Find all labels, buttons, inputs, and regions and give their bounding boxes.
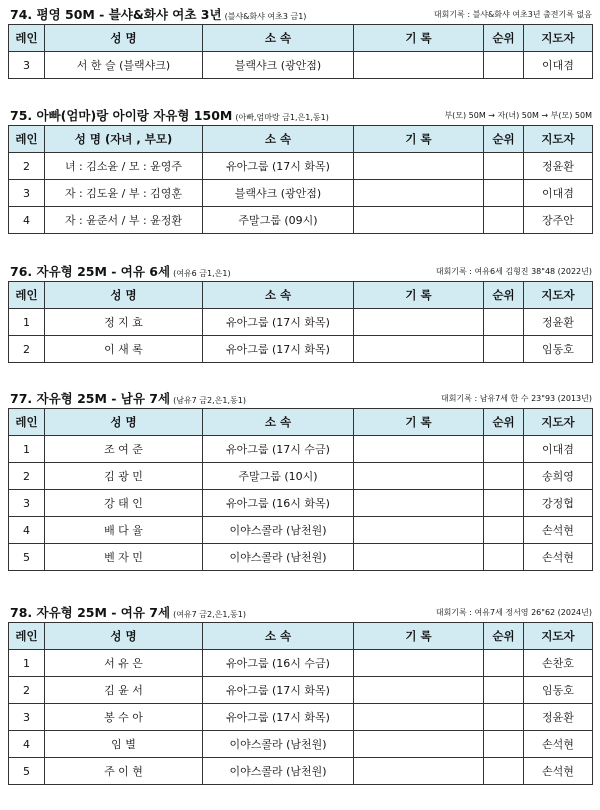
swimmer-name-cell: 이 새 록 — [45, 336, 203, 363]
heat-table — [8, 281, 593, 363]
lane-cell: 4 — [9, 517, 45, 544]
table-row — [9, 336, 593, 363]
lane-cell: 2 — [9, 153, 45, 180]
table-header-row — [9, 282, 593, 309]
event-75 — [8, 103, 592, 234]
coach-cell: 손석현 — [524, 517, 593, 544]
event-medal-summary: (아빠,엄마랑 금1,은1,동1) — [235, 113, 329, 122]
header-team: 소 속 — [203, 409, 354, 436]
heat-table — [8, 408, 593, 571]
coach-cell: 강정협 — [524, 490, 593, 517]
event-title-text: 78. 자유형 25M - 여유 7세 — [10, 605, 171, 620]
swimmer-name-cell: 주 이 현 — [45, 758, 203, 785]
record-cell — [354, 153, 484, 180]
table-row — [9, 544, 593, 571]
table-row — [9, 490, 593, 517]
team-cell: 블랙샤크 (광안점) — [203, 180, 354, 207]
coach-cell: 임동호 — [524, 336, 593, 363]
event-title — [10, 5, 306, 23]
swimmer-name-cell: 조 여 준 — [45, 436, 203, 463]
coach-cell: 손석현 — [524, 758, 593, 785]
heat-table — [8, 622, 593, 785]
event-74 — [8, 2, 592, 79]
header-record: 기 록 — [354, 126, 484, 153]
table-header-row — [9, 25, 593, 52]
swimmer-name-cell: 김 윤 서 — [45, 677, 203, 704]
team-cell: 이야스콜라 (남천원) — [203, 758, 354, 785]
event-76 — [8, 259, 592, 363]
header-record: 기 록 — [354, 623, 484, 650]
rank-cell — [484, 677, 524, 704]
swimmer-name-cell: 벤 자 민 — [45, 544, 203, 571]
coach-cell: 정윤환 — [524, 153, 593, 180]
lane-cell: 2 — [9, 336, 45, 363]
event-header — [8, 600, 592, 622]
swimmer-name-cell: 자 : 윤준서 / 부 : 윤정환 — [45, 207, 203, 234]
header-coach: 지도자 — [524, 25, 593, 52]
team-cell: 유아그룹 (17시 화목) — [203, 309, 354, 336]
record-cell — [354, 52, 484, 79]
record-cell — [354, 650, 484, 677]
team-cell: 유아그룹 (17시 화목) — [203, 677, 354, 704]
header-lane: 레인 — [9, 409, 45, 436]
meet-record: 대회기록 : 블샤&화샤 여초3년 출전기록 없음 — [433, 10, 592, 19]
event-medal-summary: (여유6 금1,은1) — [173, 269, 231, 278]
swimmer-name-cell: 서 한 슬 (블랙샤크) — [45, 52, 203, 79]
table-row — [9, 704, 593, 731]
team-cell: 블랙샤크 (광안점) — [203, 52, 354, 79]
team-cell: 유아그룹 (17시 수금) — [203, 436, 354, 463]
team-cell: 유아그룹 (17시 화목) — [203, 704, 354, 731]
header-name: 성 명 — [45, 25, 203, 52]
rank-cell — [484, 52, 524, 79]
meet-record: 부(모) 50M → 자(녀) 50M → 부(모) 50M — [444, 111, 592, 120]
record-cell — [354, 180, 484, 207]
heat-table — [8, 125, 593, 234]
header-rank: 순위 — [484, 126, 524, 153]
event-header — [8, 259, 592, 281]
lane-cell: 2 — [9, 463, 45, 490]
event-77 — [8, 386, 592, 571]
coach-cell: 정윤환 — [524, 309, 593, 336]
coach-cell: 이대겸 — [524, 52, 593, 79]
rank-cell — [484, 153, 524, 180]
header-name: 성 명 (자녀 , 부모) — [45, 126, 203, 153]
header-name: 성 명 — [45, 409, 203, 436]
header-coach: 지도자 — [524, 409, 593, 436]
table-row — [9, 52, 593, 79]
coach-cell: 손석현 — [524, 731, 593, 758]
swimmer-name-cell: 김 광 민 — [45, 463, 203, 490]
team-cell: 이야스콜라 (남천원) — [203, 731, 354, 758]
lane-cell: 5 — [9, 544, 45, 571]
rank-cell — [484, 207, 524, 234]
heat-table — [8, 24, 593, 79]
lane-cell: 3 — [9, 52, 45, 79]
event-header — [8, 103, 592, 125]
swimmer-name-cell: 강 태 인 — [45, 490, 203, 517]
header-record: 기 록 — [354, 25, 484, 52]
header-record: 기 록 — [354, 282, 484, 309]
header-coach: 지도자 — [524, 623, 593, 650]
swimmer-name-cell: 녀 : 김소윤 / 모 : 윤영주 — [45, 153, 203, 180]
header-team: 소 속 — [203, 623, 354, 650]
header-team: 소 속 — [203, 282, 354, 309]
rank-cell — [484, 180, 524, 207]
record-cell — [354, 436, 484, 463]
table-row — [9, 517, 593, 544]
coach-cell: 장주안 — [524, 207, 593, 234]
record-cell — [354, 207, 484, 234]
event-title — [10, 262, 231, 280]
record-cell — [354, 731, 484, 758]
table-row — [9, 207, 593, 234]
table-row — [9, 677, 593, 704]
rank-cell — [484, 758, 524, 785]
team-cell: 이야스콜라 (남천원) — [203, 544, 354, 571]
swimmer-name-cell: 자 : 김도윤 / 부 : 김영훈 — [45, 180, 203, 207]
record-cell — [354, 490, 484, 517]
table-row — [9, 153, 593, 180]
record-cell — [354, 336, 484, 363]
header-name: 성 명 — [45, 282, 203, 309]
team-cell: 주말그룹 (09시) — [203, 207, 354, 234]
table-header-row — [9, 126, 593, 153]
coach-cell: 정윤환 — [524, 704, 593, 731]
meet-record: 대회기록 : 여유6세 김형진 38"48 (2022년) — [435, 267, 592, 276]
header-lane: 레인 — [9, 623, 45, 650]
lane-cell: 1 — [9, 436, 45, 463]
rank-cell — [484, 336, 524, 363]
swimmer-name-cell: 배 다 율 — [45, 517, 203, 544]
record-cell — [354, 704, 484, 731]
table-row — [9, 309, 593, 336]
header-team: 소 속 — [203, 25, 354, 52]
event-title-text: 77. 자유형 25M - 남유 7세 — [10, 391, 171, 406]
team-cell: 유아그룹 (17시 화목) — [203, 153, 354, 180]
header-lane: 레인 — [9, 25, 45, 52]
coach-cell: 이대겸 — [524, 436, 593, 463]
table-header-row — [9, 623, 593, 650]
record-cell — [354, 517, 484, 544]
event-header — [8, 2, 592, 24]
header-record: 기 록 — [354, 409, 484, 436]
lane-cell: 5 — [9, 758, 45, 785]
event-medal-summary: (블샤&화샤 여초3 금1) — [224, 12, 307, 21]
header-lane: 레인 — [9, 126, 45, 153]
swimmer-name-cell: 정 지 효 — [45, 309, 203, 336]
record-cell — [354, 677, 484, 704]
lane-cell: 1 — [9, 309, 45, 336]
swimmer-name-cell: 임 별 — [45, 731, 203, 758]
lane-cell: 3 — [9, 180, 45, 207]
event-title — [10, 106, 329, 124]
rank-cell — [484, 463, 524, 490]
record-cell — [354, 463, 484, 490]
lane-cell: 4 — [9, 207, 45, 234]
lane-cell: 3 — [9, 704, 45, 731]
header-lane: 레인 — [9, 282, 45, 309]
rank-cell — [484, 436, 524, 463]
team-cell: 이야스콜라 (남천원) — [203, 517, 354, 544]
team-cell: 유아그룹 (16시 화목) — [203, 490, 354, 517]
rank-cell — [484, 731, 524, 758]
lane-cell: 3 — [9, 490, 45, 517]
table-row — [9, 180, 593, 207]
table-row — [9, 436, 593, 463]
record-cell — [354, 309, 484, 336]
event-title-text: 76. 자유형 25M - 여유 6세 — [10, 264, 171, 279]
event-title — [10, 603, 246, 621]
record-cell — [354, 758, 484, 785]
header-name: 성 명 — [45, 623, 203, 650]
header-rank: 순위 — [484, 409, 524, 436]
meet-record: 대회기록 : 남유7세 한 수 23"93 (2013년) — [441, 394, 592, 403]
meet-record: 대회기록 : 여유7세 정서영 26"62 (2024년) — [435, 608, 592, 617]
coach-cell: 이대겸 — [524, 180, 593, 207]
rank-cell — [484, 517, 524, 544]
coach-cell: 송희영 — [524, 463, 593, 490]
header-rank: 순위 — [484, 25, 524, 52]
event-medal-summary: (남유7 금2,은1,동1) — [173, 396, 246, 405]
team-cell: 유아그룹 (17시 화목) — [203, 336, 354, 363]
rank-cell — [484, 544, 524, 571]
rank-cell — [484, 704, 524, 731]
event-title — [10, 389, 246, 407]
swimmer-name-cell: 봉 수 아 — [45, 704, 203, 731]
coach-cell: 임동호 — [524, 677, 593, 704]
rank-cell — [484, 309, 524, 336]
coach-cell: 손석현 — [524, 544, 593, 571]
rank-cell — [484, 650, 524, 677]
table-row — [9, 650, 593, 677]
table-row — [9, 758, 593, 785]
header-rank: 순위 — [484, 282, 524, 309]
event-title-text: 74. 평영 50M - 블샤&화샤 여초 3년 — [10, 7, 222, 22]
rank-cell — [484, 490, 524, 517]
header-coach: 지도자 — [524, 126, 593, 153]
header-rank: 순위 — [484, 623, 524, 650]
table-header-row — [9, 409, 593, 436]
record-cell — [354, 544, 484, 571]
table-row — [9, 731, 593, 758]
lane-cell: 1 — [9, 650, 45, 677]
lane-cell: 4 — [9, 731, 45, 758]
event-78 — [8, 600, 592, 785]
lane-cell: 2 — [9, 677, 45, 704]
event-header — [8, 386, 592, 408]
header-team: 소 속 — [203, 126, 354, 153]
table-row — [9, 463, 593, 490]
swimmer-name-cell: 서 유 은 — [45, 650, 203, 677]
coach-cell: 손찬호 — [524, 650, 593, 677]
event-title-text: 75. 아빠(엄마)랑 아이랑 자유형 150M — [10, 108, 233, 123]
team-cell: 주말그룹 (10시) — [203, 463, 354, 490]
team-cell: 유아그룹 (16시 수금) — [203, 650, 354, 677]
header-coach: 지도자 — [524, 282, 593, 309]
event-medal-summary: (여유7 금2,은1,동1) — [173, 610, 246, 619]
